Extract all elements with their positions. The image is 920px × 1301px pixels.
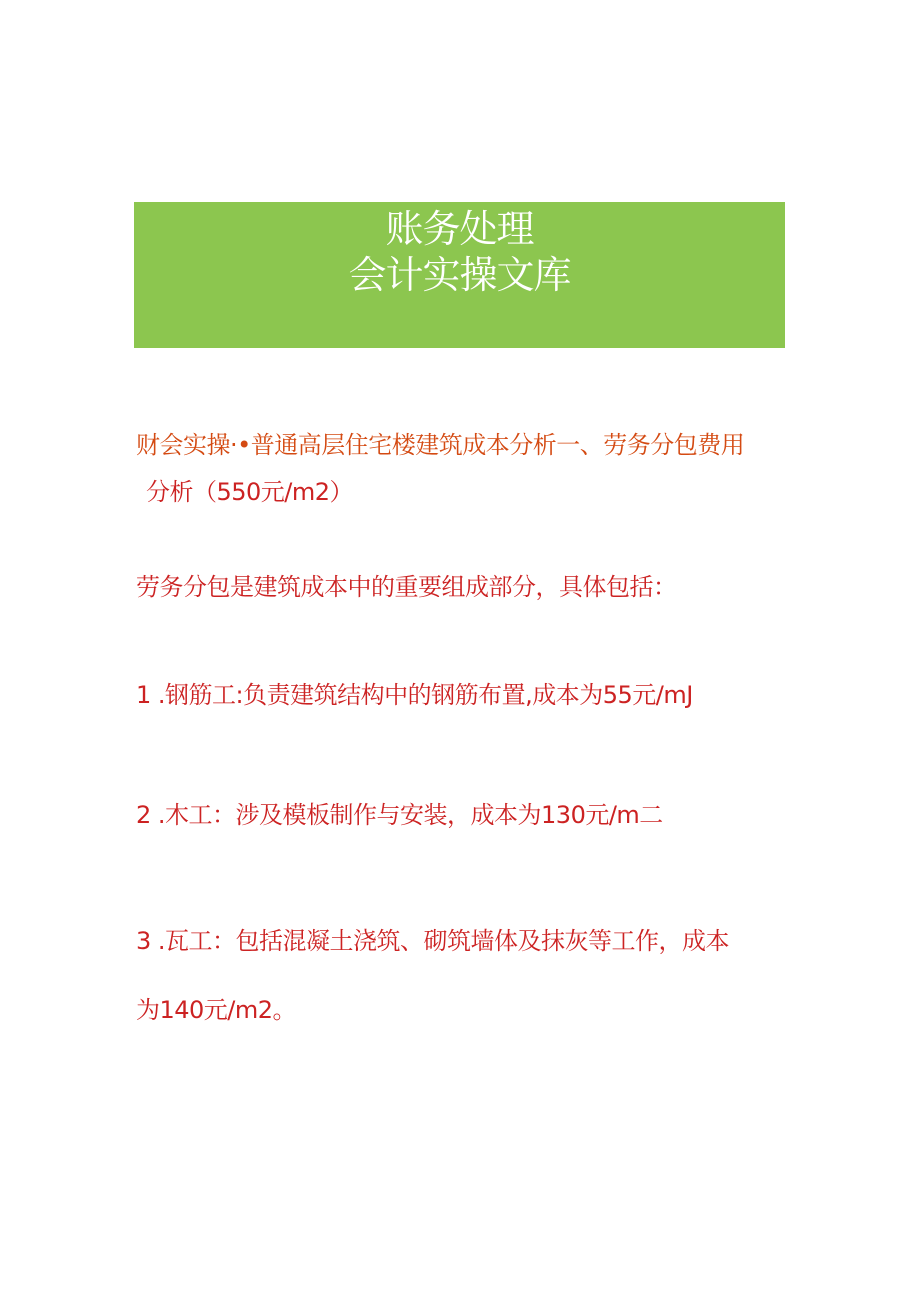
article-title: 财会实操·•普通高层住宅楼建筑成本分析一、劳务分包费用 <box>136 431 745 459</box>
banner-subtitle: 会计实操文库 <box>348 253 571 297</box>
list-item-rebar-worker: 1 .钢筋工:负责建筑结构中的钢筋布置,成本为55元/mJ <box>136 681 693 709</box>
article-title-continued: 分析（550元/m2） <box>146 478 354 506</box>
banner-title: 账务处理 <box>385 207 534 251</box>
header-banner <box>134 202 785 348</box>
list-item-mason-continued: 为140元/m2。 <box>136 996 297 1024</box>
list-item-mason: 3 .瓦工：包括混凝土浇筑、砌筑墙体及抹灰等工作，成本 <box>136 927 730 955</box>
intro-paragraph: 劳务分包是建筑成本中的重要组成部分，具体包括： <box>136 573 677 601</box>
list-item-carpenter: 2 .木工：涉及模板制作与安装，成本为130元/m二 <box>136 801 663 829</box>
